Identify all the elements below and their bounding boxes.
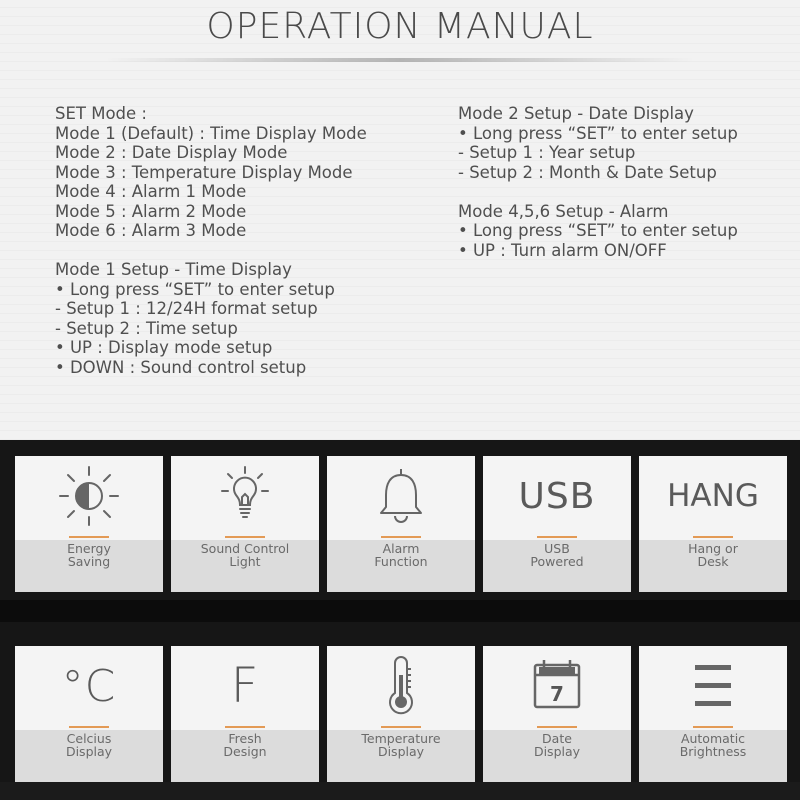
feature-card-celsius-display	[15, 646, 163, 782]
feature-label: Fresh Design	[223, 731, 267, 759]
feature-card-date-display	[483, 646, 631, 782]
instruction-line: Mode 1 (Default) : Time Display Mode	[55, 123, 367, 143]
spacer	[55, 241, 367, 261]
feature-label: Celcius Display	[65, 731, 113, 759]
features-band-bottom	[0, 622, 800, 782]
instruction-line: Mode 3 : Temperature Display Mode	[55, 162, 353, 182]
bell-icon	[327, 456, 475, 536]
usb-text-icon: USB	[518, 475, 596, 517]
features-band-top	[0, 440, 800, 600]
instruction-line: - Setup 1 : Year setup	[458, 143, 636, 162]
feature-card-alarm-function	[327, 456, 475, 592]
instruction-line: SET Mode :	[55, 104, 147, 123]
feature-label: Alarm Function	[374, 541, 428, 569]
accent-bar	[693, 726, 733, 728]
instruction-line: • Long press “SET” to enter setup	[458, 221, 738, 240]
spacer	[458, 182, 738, 202]
feature-label: Temperature Display	[361, 731, 441, 759]
celsius-icon: °C	[61, 660, 117, 712]
feature-label: Sound Control Light	[200, 541, 290, 569]
feature-card-hang-or-desk	[639, 456, 787, 592]
feature-label: Hang or Desk	[688, 541, 738, 569]
feature-card-usb-powered	[483, 456, 631, 592]
accent-bar	[69, 536, 109, 538]
instruction-line: - Setup 1 : 12/24H format setup	[55, 299, 318, 318]
title-divider	[105, 58, 695, 62]
feature-card-fresh-design	[171, 646, 319, 782]
svg-text:7: 7	[550, 682, 564, 706]
accent-bar	[381, 726, 421, 728]
feature-label: Energy Saving	[67, 541, 111, 569]
thermometer-icon	[327, 646, 475, 726]
instruction-line: Mode 4 : Alarm 1 Mode	[55, 182, 247, 201]
instruction-line: Mode 5 : Alarm 2 Mode	[55, 201, 247, 221]
accent-bar	[693, 536, 733, 538]
calendar-icon	[483, 646, 631, 726]
instruction-line: • UP : Turn alarm ON/OFF	[458, 240, 667, 260]
feature-card-sound-control-light	[171, 456, 319, 592]
instruction-line: • Long press “SET” to enter setup	[55, 279, 335, 299]
feature-card-energy-saving	[15, 456, 163, 592]
instruction-line: - Setup 2 : Month & Date Setup	[458, 162, 717, 182]
feature-card-automatic-brightness	[639, 646, 787, 782]
instruction-line: Mode 4,5,6 Setup - Alarm	[458, 201, 669, 221]
instruction-line: Mode 1 Setup - Time Display	[55, 260, 292, 279]
instruction-line: Mode 6 : Alarm 3 Mode	[55, 221, 247, 240]
instructions-right	[458, 104, 738, 260]
feature-card-temperature-display	[327, 646, 475, 782]
instruction-line: - Setup 2 : Time setup	[55, 318, 238, 338]
instruction-line: Mode 2 : Date Display Mode	[55, 143, 288, 162]
brightness-bars-icon	[639, 646, 787, 726]
page-title: OPERATION MANUAL	[206, 6, 594, 47]
accent-bar	[225, 726, 265, 728]
feature-label: Automatic Brightness	[679, 731, 747, 759]
instruction-line: • DOWN : Sound control setup	[55, 357, 307, 377]
instruction-line: • Long press “SET” to enter setup	[458, 123, 738, 143]
light-bulb-icon	[171, 456, 319, 536]
instruction-line: • UP : Display mode setup	[55, 338, 273, 357]
feature-label: USB Powered	[530, 541, 584, 569]
half-sun-icon	[15, 456, 163, 536]
instruction-line: Mode 2 Setup - Date Display	[458, 104, 694, 123]
instructions-left	[55, 104, 367, 377]
hang-text-icon: HANG	[667, 478, 759, 514]
f-letter-icon: F	[230, 658, 260, 714]
accent-bar	[537, 726, 577, 728]
accent-bar	[381, 536, 421, 538]
divider-stripe	[0, 600, 800, 622]
accent-bar	[225, 536, 265, 538]
accent-bar	[69, 726, 109, 728]
feature-label: Date Display	[533, 731, 581, 759]
accent-bar	[537, 536, 577, 538]
